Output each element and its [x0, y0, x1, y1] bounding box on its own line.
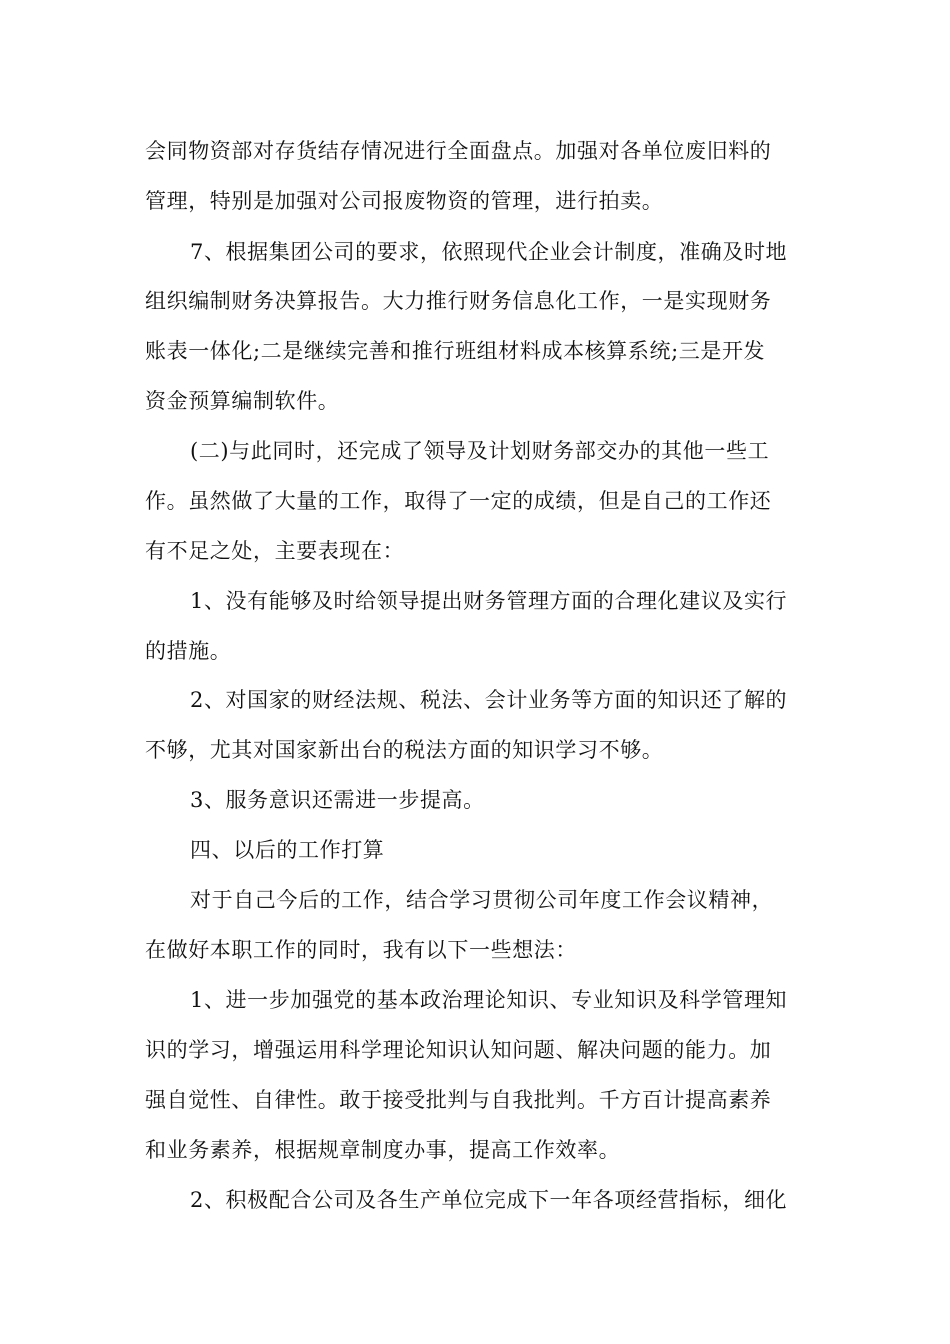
- text-line: 识的学习，增强运用科学理论知识认知问题、解决问题的能力。加: [145, 1038, 772, 1062]
- text-line: 对于自己今后的工作，结合学习贯彻公司年度工作会议精神，: [190, 888, 774, 912]
- text-line: 作。虽然做了大量的工作，取得了一定的成绩，但是自己的工作还: [145, 489, 772, 513]
- text-line: 1、进一步加强党的基本政治理论知识、专业知识及科学管理知: [190, 988, 788, 1012]
- text-line: 的措施。: [145, 639, 232, 663]
- text-line: 强自觉性、自律性。敢于接受批判与自我批判。千方百计提高素养: [145, 1088, 772, 1112]
- text-line: 3、服务意识还需进一步提高。: [190, 788, 485, 812]
- text-line: (二)与此同时，还完成了领导及计划财务部交办的其他一些工: [190, 439, 770, 463]
- text-line: 不够，尤其对国家新出台的税法方面的知识学习不够。: [145, 738, 664, 762]
- text-line: 组织编制财务决算报告。大力推行财务信息化工作，一是实现财务: [145, 289, 772, 313]
- text-line: 在做好本职工作的同时，我有以下一些想法：: [145, 938, 577, 962]
- text-line: 管理，特别是加强对公司报废物资的管理，进行拍卖。: [145, 189, 664, 213]
- section-heading: 四、以后的工作打算: [190, 838, 385, 862]
- text-line: 资金预算编制软件。: [145, 389, 340, 413]
- text-line: 2、积极配合公司及各生产单位完成下一年各项经营指标，细化: [190, 1188, 788, 1212]
- text-line: 会同物资部对存货结存情况进行全面盘点。加强对各单位废旧料的: [145, 139, 772, 163]
- text-line: 2、对国家的财经法规、税法、会计业务等方面的知识还了解的: [190, 688, 788, 712]
- text-line: 账表一体化;二是继续完善和推行班组材料成本核算系统;三是开发: [145, 339, 766, 363]
- text-line: 和业务素养，根据规章制度办事，提高工作效率。: [145, 1138, 621, 1162]
- text-line: 7、根据集团公司的要求，依照现代企业会计制度，准确及时地: [190, 240, 788, 264]
- text-line: 1、没有能够及时给领导提出财务管理方面的合理化建议及实行: [190, 589, 788, 613]
- text-line: 有不足之处，主要表现在：: [145, 539, 405, 563]
